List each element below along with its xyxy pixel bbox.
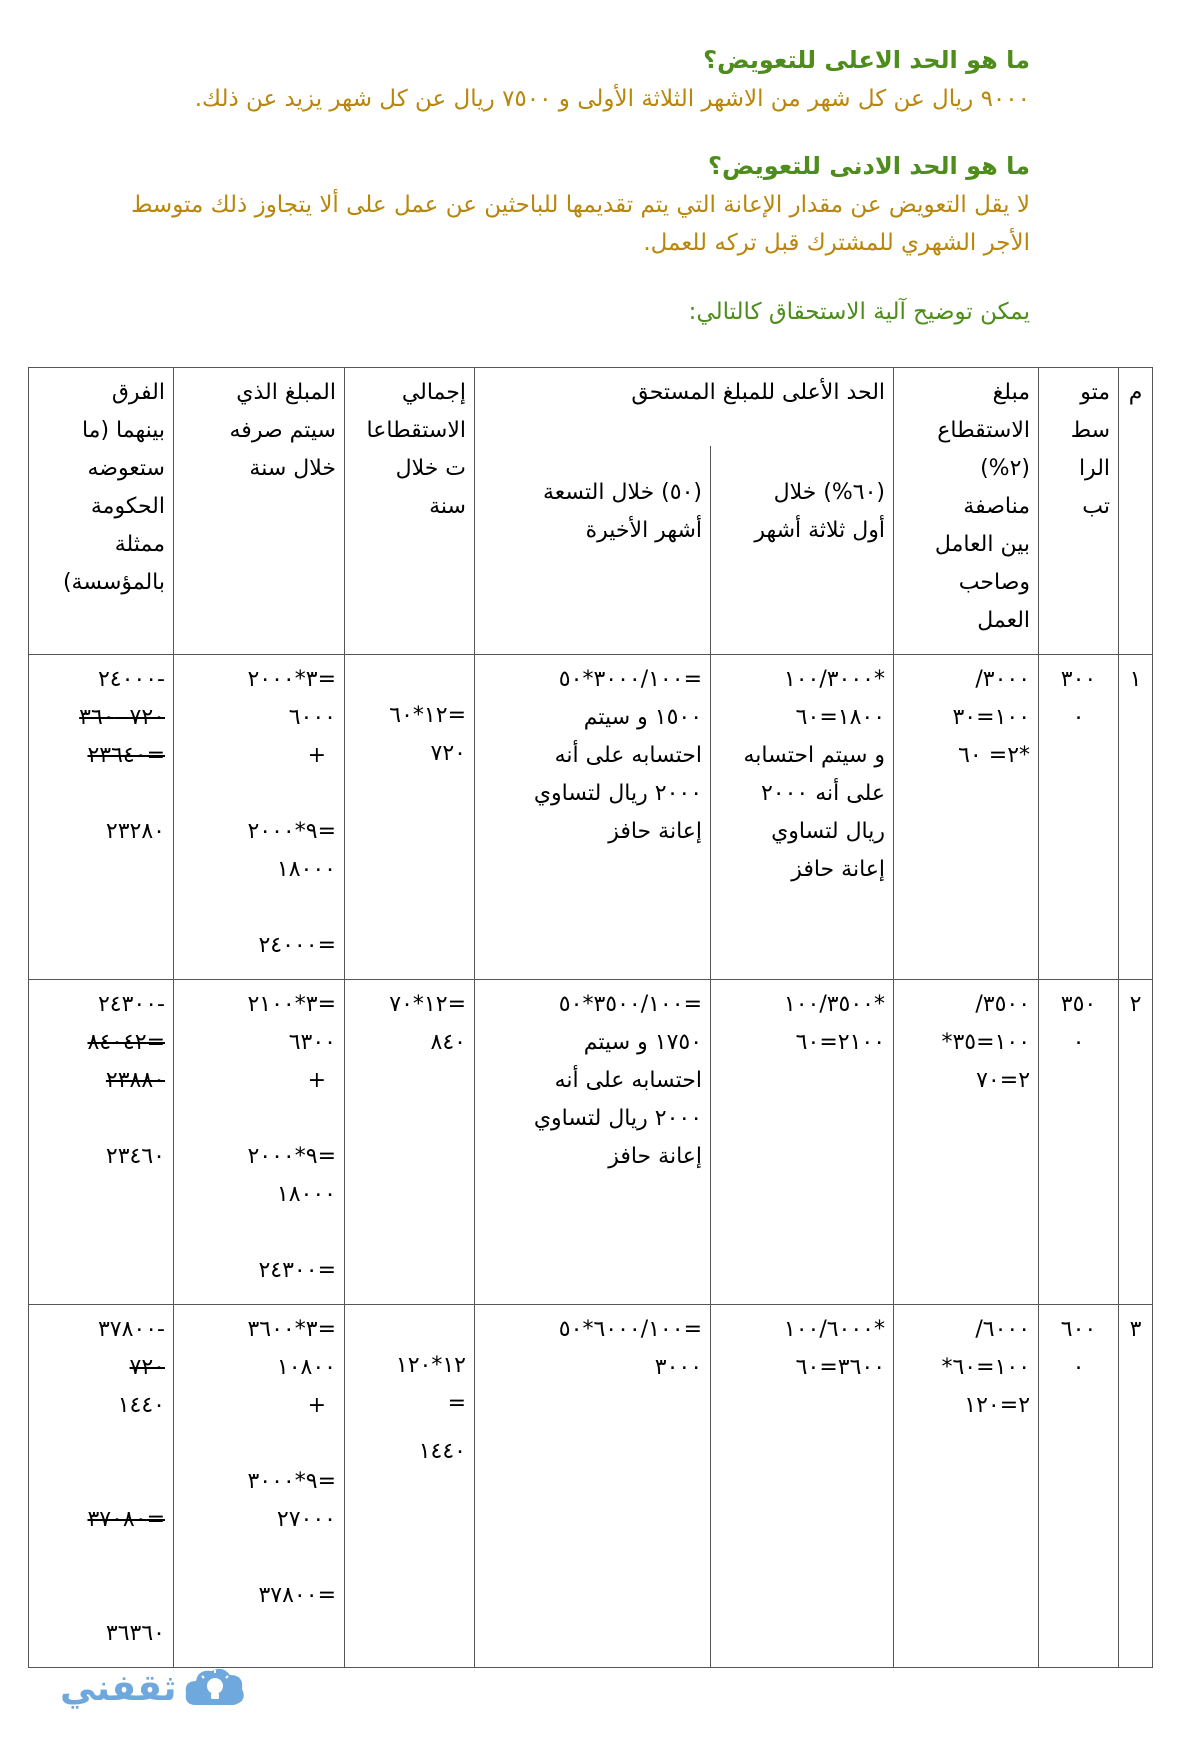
cell-line: إعانة حافز — [608, 1144, 703, 1169]
cell-line: ٨٤٠ — [430, 1030, 466, 1055]
cell-line: =٣٥٠٠/١٠٠*٥٠ — [558, 992, 703, 1017]
cell-line: ٢١٠٠=٦٠ — [795, 1030, 886, 1055]
header-num: م — [1119, 368, 1153, 655]
table-row — [29, 655, 1153, 980]
cell-line: إعانة حافز — [791, 857, 886, 882]
header-line: سيتم صرفه — [229, 418, 336, 443]
cell-line: ٠ — [1072, 1355, 1085, 1380]
cell-line: ٢٣٢٨٠ — [105, 819, 165, 844]
cell-line: ٦٠٠ — [1060, 1317, 1097, 1342]
cell-line: ٦٠٠٠/ — [975, 1317, 1031, 1342]
header-line: (٥٠) خلال التسعة — [543, 479, 703, 505]
cell-line: ٦٣٠٠ — [288, 1030, 336, 1055]
cell-line: احتسابه على أنه — [554, 743, 703, 768]
cell-line: ١٤٤٠ — [117, 1393, 165, 1418]
cell-line: ١٠٠=٣٠ — [952, 705, 1031, 730]
min-answer-line-1: لا يقل التعويض عن مقدار الإعانة التي يتم تقديمها للباحثين عن عمل على ألا يتجاوز ذلك متوسط — [131, 192, 1030, 218]
header-max-limit: الحد الأعلى للمبلغ المستحق — [475, 368, 894, 446]
cell-line: ٣٥٠ — [1060, 992, 1097, 1017]
cell-line: ٣٦٠٠=٦٠ — [795, 1355, 886, 1380]
cell-line: و سيتم احتسابه — [743, 743, 886, 768]
cell-line: ٢=٧٠ — [976, 1068, 1031, 1093]
cell-line: ٣٦٣٦٠ — [105, 1621, 165, 1646]
cell-line: = — [447, 1391, 466, 1416]
row-total — [345, 655, 475, 980]
row-paid — [174, 655, 345, 980]
header-line: أشهر الأخيرة — [585, 517, 703, 543]
row-average-salary — [1039, 655, 1119, 980]
header-line: متو — [1080, 380, 1111, 405]
header-line: مناصفة — [963, 494, 1031, 519]
header-line: (٢%) — [980, 456, 1031, 481]
min-answer-line-2: الأجر الشهري للمشترك قبل تركه للعمل. — [643, 230, 1030, 256]
row-num: ١ — [1119, 655, 1153, 980]
cell-line: ٢٧٠٠٠ — [276, 1507, 336, 1532]
header-line: أول ثلاثة أشهر — [754, 517, 886, 543]
row-last-nine — [475, 980, 711, 1305]
header-line: ستعوضه — [87, 456, 165, 481]
header-line: العمل — [977, 608, 1031, 633]
max-compensation-answer: ٩٠٠٠ ريال عن كل شهر من الاشهر الثلاثة الأولى و ٧٥٠٠ ريال عن كل شهر يزيد عن ذلك. — [194, 86, 1030, 112]
cell-line: ٠ — [1072, 1030, 1085, 1055]
cell-line: =٢٤٣٠٠ — [258, 1258, 336, 1283]
header-line: سنة — [429, 494, 466, 519]
cell-line: ٠ — [1072, 705, 1085, 730]
min-compensation-answer — [131, 186, 1030, 262]
cell-line: ١٧٥٠ و سيتم — [583, 1030, 703, 1055]
row-deduction — [894, 980, 1039, 1305]
header-line: وصاحب — [958, 570, 1031, 595]
row-last-nine — [475, 655, 711, 980]
cell-line: =٣٧٠٨٠ — [87, 1507, 165, 1532]
row-num: ٣ — [1119, 1305, 1153, 1668]
row-difference — [29, 980, 174, 1305]
table-row — [29, 1305, 1153, 1668]
cell-line: *١٠٠/٣٠٠٠ — [783, 667, 886, 692]
cell-line: ١٨٠٠=٦٠ — [795, 705, 886, 730]
cell-line: =٨٤٠٤٢ — [87, 1030, 165, 1055]
header-line: إجمالي — [401, 380, 466, 405]
row-deduction — [894, 655, 1039, 980]
cell-line: =٩*٣٠٠٠ — [247, 1469, 336, 1494]
watermark-logo — [60, 1665, 248, 1711]
header-last-nine-months — [475, 446, 711, 655]
table-intro: يمكن توضيح آلية الاستحقاق كالتالي: — [688, 299, 1030, 325]
max-compensation-question: ما هو الحد الاعلى للتعويض؟ — [703, 46, 1030, 74]
header-paid-amount — [174, 368, 345, 655]
cell-line: إعانة حافز — [608, 819, 703, 844]
cell-line: ٧٢٠ — [430, 741, 466, 766]
cell-line: *١٠٠/٣٥٠٠ — [783, 992, 886, 1017]
cell-line: *٢= ٦٠ — [958, 743, 1031, 768]
header-line: مبلغ — [992, 380, 1031, 405]
header-line: بينهما (ما — [81, 418, 165, 443]
header-line: سط — [1070, 418, 1111, 443]
cell-line: =٦٠٠٠/١٠٠*٥٠ — [558, 1317, 703, 1342]
cell-line: =٣*٢١٠٠ — [247, 992, 336, 1017]
row-num: ٢ — [1119, 980, 1153, 1305]
cell-line: + — [307, 743, 326, 768]
cell-line: ٢٠٠٠ ريال لتساوي — [533, 781, 703, 806]
cell-line: =٣٠٠٠/١٠٠*٥٠ — [558, 667, 703, 692]
header-line: (٦٠%) خلال — [773, 479, 886, 505]
cell-line: -٣٧٨٠٠ — [97, 1317, 165, 1342]
cell-line: على أنه ٢٠٠٠ — [760, 781, 886, 806]
header-line: الفرق — [111, 380, 165, 405]
header-line: الاستقطاع — [937, 418, 1031, 443]
watermark-text: ثقفني — [60, 1667, 177, 1709]
header-line: بالمؤسسة) — [62, 570, 165, 595]
header-line: تب — [1082, 494, 1111, 519]
row-difference — [29, 1305, 174, 1668]
cell-line: ٣٠٠٠/ — [975, 667, 1031, 692]
cell-line: ٧٢٠ — [129, 1355, 165, 1380]
header-row — [29, 368, 1153, 446]
cell-line: =٩*٢٠٠٠ — [247, 1144, 336, 1169]
row-difference — [29, 655, 174, 980]
row-first-three — [711, 655, 894, 980]
cell-line: + — [307, 1393, 326, 1418]
cell-line: احتسابه على أنه — [554, 1068, 703, 1093]
header-line: خلال سنة — [249, 456, 336, 481]
cell-line: ١٠٨٠٠ — [276, 1355, 336, 1380]
row-average-salary — [1039, 1305, 1119, 1668]
cell-line: =٣*٣٦٠٠ — [247, 1317, 336, 1342]
cell-line: =٣*٢٠٠٠ — [247, 667, 336, 692]
cell-line: *١٠٠/٦٠٠٠ — [783, 1317, 886, 1342]
cell-line: ٣٠٠٠ — [654, 1355, 703, 1380]
header-line: بين العامل — [934, 532, 1031, 557]
cell-line: ٢=١٢٠ — [964, 1393, 1031, 1418]
header-deduction — [894, 368, 1039, 655]
cell-line: ٧٢٠ -٣٦٠ — [79, 705, 165, 730]
cell-line: ١٠٠=٣٥* — [941, 1030, 1031, 1055]
header-total-deductions — [345, 368, 475, 655]
cell-line: =٢٤٠٠٠ — [258, 933, 336, 958]
header-line: الحكومة — [90, 494, 165, 519]
row-first-three — [711, 980, 894, 1305]
header-line: ت خلال — [395, 456, 466, 481]
cell-line: =٢٣٦٤٠ — [87, 743, 165, 768]
lightbulb-cloud-icon — [182, 1665, 248, 1711]
row-last-nine — [475, 1305, 711, 1668]
cell-line: ١٠٠=٦٠* — [941, 1355, 1031, 1380]
row-average-salary — [1039, 980, 1119, 1305]
row-first-three — [711, 1305, 894, 1668]
cell-line: ٣٠٠ — [1060, 667, 1097, 692]
cell-line: -٢٤٣٠٠ — [97, 992, 165, 1017]
cell-line: ٢٠٠٠ ريال لتساوي — [533, 1106, 703, 1131]
header-difference — [29, 368, 174, 655]
cell-line: ريال لتساوي — [771, 819, 886, 844]
row-paid — [174, 980, 345, 1305]
cell-line: + — [307, 1068, 326, 1093]
header-line: الرا — [1078, 456, 1111, 481]
header-line: ممثلة — [114, 532, 165, 557]
row-deduction — [894, 1305, 1039, 1668]
header-average-salary — [1039, 368, 1119, 655]
cell-line: =٩*٢٠٠٠ — [247, 819, 336, 844]
row-total — [345, 980, 475, 1305]
cell-line: =١٢*٧٠ — [389, 992, 466, 1017]
cell-line: ٢٣٨٨٠ — [105, 1068, 165, 1093]
cell-line: ١٨٠٠٠ — [276, 857, 336, 882]
table-row — [29, 980, 1153, 1305]
header-line: الاستقطاعا — [366, 418, 466, 443]
cell-line: ٣٥٠٠/ — [975, 992, 1031, 1017]
cell-line: =٣٧٨٠٠ — [258, 1583, 336, 1608]
cell-line: ١٨٠٠٠ — [276, 1182, 336, 1207]
min-compensation-question: ما هو الحد الادنى للتعويض؟ — [708, 152, 1030, 180]
cell-line: =١٢*٦٠ — [389, 703, 466, 728]
header-line: المبلغ الذي — [236, 380, 336, 405]
cell-line: ٦٠٠٠ — [288, 705, 336, 730]
cell-line: ١٢*١٢٠ — [395, 1353, 466, 1378]
row-paid — [174, 1305, 345, 1668]
cell-line: -٢٤٠٠٠ — [97, 667, 165, 692]
entitlement-table — [28, 367, 1153, 1668]
cell-line: ١٥٠٠ و سيتم — [583, 705, 703, 730]
header-first-three-months — [711, 446, 894, 655]
row-total — [345, 1305, 475, 1668]
cell-line: ٢٣٤٦٠ — [105, 1144, 165, 1169]
cell-line: ١٤٤٠ — [418, 1439, 466, 1464]
